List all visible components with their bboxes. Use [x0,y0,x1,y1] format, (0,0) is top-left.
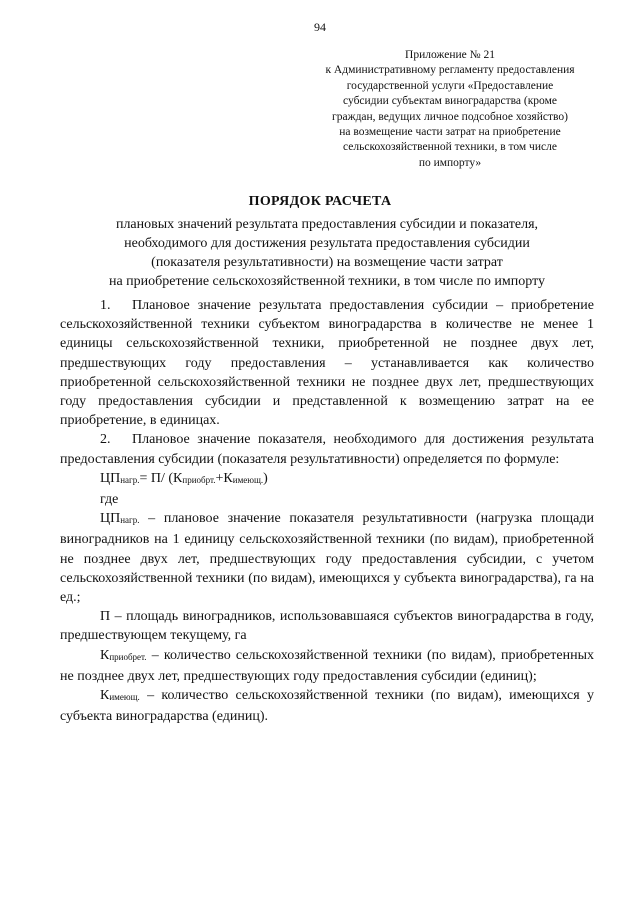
definition-k-existing [60,686,594,726]
formula-cp-sub: нагр. [120,474,140,485]
appendix-line: сельскохозяйственной техники, в том числе [343,141,557,154]
appendix-line: субсидии субъектам виноградарства (кроме [343,95,557,108]
document-title: ПОРЯДОК РАСЧЕТА [248,194,392,209]
paragraph-item-1 [60,296,594,430]
definition-term: К [100,647,110,663]
definition-term: К [100,688,110,704]
document-body [60,296,594,726]
subtitle-line: плановых значений результата предоставления субсидии и показателя, [115,217,539,232]
definition-text: П – площадь виноградников, использовавшаяся субъектов виноградарства в году, предшествующем текущему, га [60,609,594,644]
formula-k2-sub: имеющ. [232,474,264,485]
definition-term-sub: нагр. [120,515,140,526]
definition-term-sub: приобрет. [109,651,147,662]
item-number: 1. [100,298,111,313]
subtitle-line: необходимого для достижения результата предоставления субсидии [124,236,530,251]
item-text: Плановое значение результата предоставления субсидии – приобретение сельскохозяйственной техники субъектом виноградарства в количестве не менее 1 единицы сельскохозяйственной техники, приобретенной не позднее двух лет, предшествующих году предоставления – устанавливается как количество приобретенной сельскохозяйственной техники не позднее двух лет, предшествующих году предоставления субсидии и представленной к возмещению затрат на ее приобретение, в единицах. [60,298,594,429]
formula-k1-sub: приобрт. [182,474,216,485]
formula-cp: ЦП [100,470,121,486]
formula [60,469,594,490]
formula-where: где [100,492,119,508]
definition-term: ЦП [100,511,121,527]
formula-plus: +К [215,470,233,486]
appendix-heading [300,48,600,171]
subtitle-line: (показателя результативности) на возмещение части затрат [151,255,503,270]
document-subtitle [60,215,594,291]
definition-text: – количество сельскохозяйственной техники (по видам), имеющихся у субъекта виноградарства (единиц). [60,688,594,725]
formula-close: ) [263,470,268,486]
appendix-line: на возмещение части затрат на приобретение [339,126,561,139]
item-number: 2. [100,432,111,448]
definition-k-acquired [60,646,594,686]
item-text: Плановое значение показателя, необходимого для достижения результата предоставления субсидии (показателя результативности) определяется по формуле: [60,432,594,467]
page-number: 94 [314,20,326,34]
definition-cp [60,509,594,607]
appendix-line: граждан, ведущих личное подсобное хозяйство) [332,110,568,123]
appendix-line: государственной услуги «Предоставление [346,79,554,92]
subtitle-line: на приобретение сельскохозяйственной техники, в том числе по импорту [108,274,546,289]
appendix-line: по импорту» [418,156,482,169]
paragraph-item-2 [60,430,594,468]
definition-term-sub: имеющ. [109,692,140,703]
appendix-line: к Административному регламенту предоставления [325,64,575,77]
definition-text: – плановое значение показателя результативности (нагрузка площади виноградников на 1 единицу сельскохозяйственной техники (по видам), приобретенной не позднее двух лет, предшествующих году предоставления субсидии, с учетом сельскохозяйственной техники (по видам), имеющихся у субъекта виноградарства), га на ед.; [60,511,594,606]
formula-eq: = П/ (К [139,470,183,486]
appendix-line: Приложение № 21 [405,49,495,61]
definition-p [60,607,594,645]
definition-text: – количество сельскохозяйственной техники (по видам), приобретенных не позднее двух лет, предшествующих году предоставления субсидии (единиц); [60,647,594,684]
